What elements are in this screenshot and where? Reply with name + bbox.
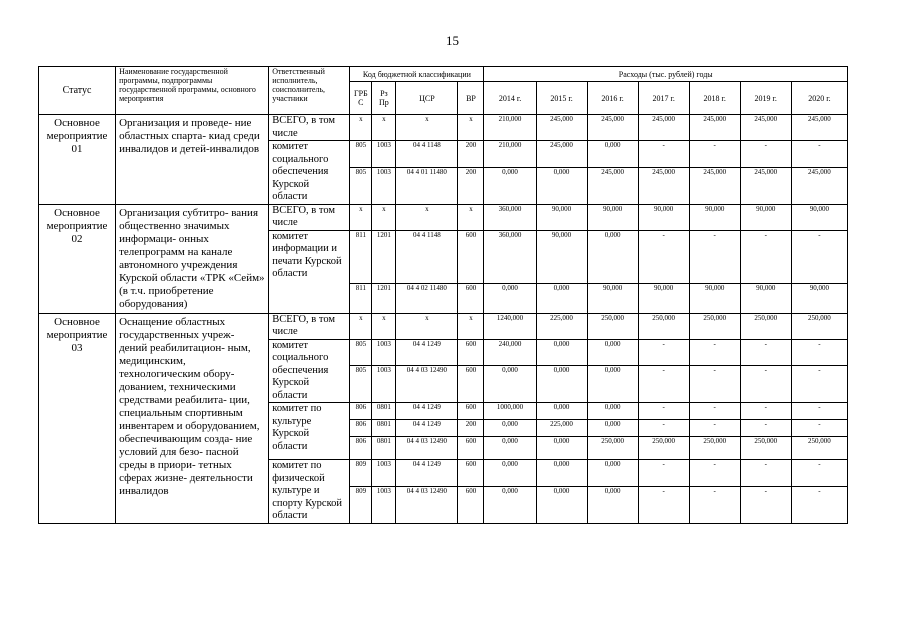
grbs-cell: х	[350, 204, 372, 230]
vr-cell: 600	[458, 460, 484, 487]
vr-cell: 600	[458, 403, 484, 420]
expense-value-cell: 0,000	[587, 339, 638, 366]
vr-cell: 200	[458, 420, 484, 437]
expense-value-cell: -	[740, 339, 791, 366]
expense-value-cell: -	[791, 460, 847, 487]
csr-cell: 04 4 1249	[396, 339, 458, 366]
rzpr-cell: х	[372, 115, 396, 141]
expense-value-cell: -	[791, 403, 847, 420]
expense-value-cell: 90,000	[536, 230, 587, 284]
executor-cell: комитет информации и печати Курской области	[269, 230, 350, 313]
grbs-cell: 806	[350, 403, 372, 420]
status-cell: Основное мероприятие 03	[39, 313, 116, 523]
executor-cell: комитет социального обеспечения Курской области	[269, 339, 350, 403]
expense-value-cell: 90,000	[689, 284, 740, 313]
vr-cell: х	[458, 115, 484, 141]
expense-value-cell: -	[689, 141, 740, 168]
expense-value-cell: 1240,000	[484, 313, 536, 339]
expense-value-cell: -	[689, 420, 740, 437]
grbs-cell: 806	[350, 437, 372, 460]
expense-value-cell: 250,000	[587, 313, 638, 339]
expense-value-cell: 0,000	[536, 339, 587, 366]
page-number: 15	[446, 33, 459, 48]
expense-value-cell: 225,000	[536, 313, 587, 339]
expense-value-cell: -	[791, 230, 847, 284]
expense-value-cell: 90,000	[740, 204, 791, 230]
expense-value-cell: 0,000	[484, 420, 536, 437]
expense-value-cell: 0,000	[484, 284, 536, 313]
header-name: Наименование государственной программы, подпрограммы государственной программы, основного мероприятия	[116, 67, 269, 115]
csr-cell: 04 4 1148	[396, 141, 458, 168]
expense-value-cell: -	[791, 366, 847, 403]
rzpr-cell: 1003	[372, 141, 396, 168]
expense-value-cell: -	[740, 460, 791, 487]
csr-cell: 04 4 03 12490	[396, 366, 458, 403]
expense-value-cell: 250,000	[740, 437, 791, 460]
expense-value-cell: 90,000	[587, 284, 638, 313]
expense-value-cell: 210,000	[484, 115, 536, 141]
header-budget-code: Код бюджетной классификации	[350, 67, 484, 82]
expense-value-cell: 90,000	[689, 204, 740, 230]
expense-value-cell: 90,000	[638, 284, 689, 313]
expense-value-cell: 225,000	[536, 420, 587, 437]
csr-cell: 04 4 03 12490	[396, 437, 458, 460]
rzpr-cell: х	[372, 204, 396, 230]
expense-value-cell: 0,000	[484, 486, 536, 523]
vr-cell: 600	[458, 339, 484, 366]
expense-value-cell: 90,000	[638, 204, 689, 230]
expense-value-cell: 0,000	[536, 403, 587, 420]
vr-cell: 600	[458, 437, 484, 460]
header-year: 2014 г.	[484, 82, 536, 115]
expense-value-cell: 245,000	[587, 167, 638, 204]
budget-table	[38, 66, 848, 524]
expense-value-cell: -	[689, 403, 740, 420]
header-year: 2019 г.	[740, 82, 791, 115]
vr-cell: х	[458, 204, 484, 230]
rzpr-cell: 0801	[372, 403, 396, 420]
expense-value-cell: -	[689, 366, 740, 403]
expense-value-cell: -	[689, 486, 740, 523]
expense-value-cell: 360,000	[484, 230, 536, 284]
expense-value-cell: 0,000	[587, 230, 638, 284]
vr-cell: 600	[458, 284, 484, 313]
expense-value-cell: -	[638, 141, 689, 168]
rzpr-cell: 0801	[372, 420, 396, 437]
program-name-cell: Оснащение областных государственных учреж- дений реабилитацион- ным, медицинским, технологическим обору- дованием, техническими средствами реабилита- ции, специальным спортивным инвентарем и оборудованием, обеспечивающим созда- ние условий для безо- пасной среды в приори- тетных сферах жизне- деятельности инвалидов	[116, 313, 269, 523]
expense-value-cell: 245,000	[689, 167, 740, 204]
expense-value-cell: 245,000	[740, 115, 791, 141]
csr-cell: 04 4 1249	[396, 403, 458, 420]
table-row	[39, 204, 848, 230]
grbs-cell: 806	[350, 420, 372, 437]
expense-value-cell: -	[638, 366, 689, 403]
vr-cell: 200	[458, 141, 484, 168]
status-cell: Основное мероприятие 02	[39, 204, 116, 313]
expense-value-cell: 0,000	[536, 167, 587, 204]
rzpr-cell: 1201	[372, 230, 396, 284]
executor-cell: ВСЕГО, в том числе	[269, 115, 350, 141]
expense-value-cell: 245,000	[638, 115, 689, 141]
expense-value-cell: 0,000	[484, 460, 536, 487]
grbs-cell: х	[350, 115, 372, 141]
expense-value-cell: 90,000	[791, 204, 847, 230]
expense-value-cell: -	[689, 230, 740, 284]
executor-cell: комитет по физической культуре и спорту Курской области	[269, 460, 350, 524]
expense-value-cell: 245,000	[740, 167, 791, 204]
rzpr-cell: 1201	[372, 284, 396, 313]
expense-value-cell: 0,000	[587, 403, 638, 420]
rzpr-cell: 1003	[372, 366, 396, 403]
csr-cell: 04 4 1249	[396, 420, 458, 437]
expense-value-cell: 0,000	[587, 366, 638, 403]
expense-value-cell: 240,000	[484, 339, 536, 366]
program-name-cell: Организация субтитро- вания общественно значимых информаци- онных телепрограмм на канале автономного учреждения Курской области «ТРК «Сейм» (в т.ч. приобретение оборудования)	[116, 204, 269, 313]
expense-value-cell: 250,000	[689, 313, 740, 339]
csr-cell: х	[396, 204, 458, 230]
rzpr-cell: 1003	[372, 167, 396, 204]
status-cell: Основное мероприятие 01	[39, 115, 116, 205]
expense-value-cell: 245,000	[587, 115, 638, 141]
rzpr-cell: х	[372, 313, 396, 339]
expense-value-cell: 250,000	[587, 437, 638, 460]
rzpr-cell: 0801	[372, 437, 396, 460]
grbs-cell: 809	[350, 460, 372, 487]
expense-value-cell: 210,000	[484, 141, 536, 168]
expense-value-cell: 245,000	[689, 115, 740, 141]
table-row	[39, 313, 848, 339]
expense-value-cell: 245,000	[791, 115, 847, 141]
expense-value-cell: -	[740, 141, 791, 168]
grbs-cell: 809	[350, 486, 372, 523]
expense-value-cell: -	[638, 230, 689, 284]
expense-value-cell: -	[638, 403, 689, 420]
rzpr-cell: 1003	[372, 339, 396, 366]
expense-value-cell: -	[740, 230, 791, 284]
expense-value-cell: -	[740, 420, 791, 437]
executor-cell: ВСЕГО, в том числе	[269, 204, 350, 230]
grbs-cell: 811	[350, 230, 372, 284]
expense-value-cell: 1000,000	[484, 403, 536, 420]
expense-value-cell: 0,000	[484, 437, 536, 460]
expense-value-cell: 0,000	[587, 486, 638, 523]
header-status: Статус	[39, 67, 116, 115]
expense-value-cell: -	[638, 486, 689, 523]
expense-value-cell: -	[740, 403, 791, 420]
csr-cell: 04 4 1148	[396, 230, 458, 284]
header-year: 2017 г.	[638, 82, 689, 115]
expense-value-cell: 250,000	[638, 437, 689, 460]
rzpr-cell: 1003	[372, 486, 396, 523]
grbs-cell: 805	[350, 339, 372, 366]
vr-cell: 600	[458, 486, 484, 523]
expense-value-cell: 250,000	[791, 313, 847, 339]
grbs-cell: 811	[350, 284, 372, 313]
csr-cell: 04 4 02 11480	[396, 284, 458, 313]
expense-value-cell: 90,000	[740, 284, 791, 313]
expense-value-cell: -	[689, 339, 740, 366]
header-year: 2020 г.	[791, 82, 847, 115]
expense-value-cell: -	[791, 141, 847, 168]
grbs-cell: 805	[350, 141, 372, 168]
expense-value-cell: 90,000	[587, 204, 638, 230]
csr-cell: х	[396, 115, 458, 141]
expense-value-cell: 0,000	[536, 486, 587, 523]
expense-value-cell: 0,000	[587, 460, 638, 487]
expense-value-cell: -	[791, 420, 847, 437]
expense-value-cell: 90,000	[536, 204, 587, 230]
expense-value-cell: 245,000	[638, 167, 689, 204]
expense-value-cell: 0,000	[536, 366, 587, 403]
expense-value-cell: 0,000	[587, 141, 638, 168]
expense-value-cell: 250,000	[689, 437, 740, 460]
expense-value-cell: 0,000	[484, 167, 536, 204]
expense-value-cell: 245,000	[791, 167, 847, 204]
expense-value-cell: 0,000	[587, 420, 638, 437]
csr-cell: 04 4 1249	[396, 460, 458, 487]
header-rzpr: Рз Пр	[372, 82, 396, 115]
expense-value-cell: 360,000	[484, 204, 536, 230]
executor-cell: ВСЕГО, в том числе	[269, 313, 350, 339]
header-year: 2015 г.	[536, 82, 587, 115]
grbs-cell: х	[350, 313, 372, 339]
rzpr-cell: 1003	[372, 460, 396, 487]
expense-value-cell: 250,000	[791, 437, 847, 460]
vr-cell: 600	[458, 366, 484, 403]
csr-cell: 04 4 03 12490	[396, 486, 458, 523]
header-year: 2018 г.	[689, 82, 740, 115]
vr-cell: х	[458, 313, 484, 339]
header-grbs: ГРБ С	[350, 82, 372, 115]
expense-value-cell: 250,000	[638, 313, 689, 339]
expense-value-cell: 250,000	[740, 313, 791, 339]
expense-value-cell: 90,000	[791, 284, 847, 313]
expense-value-cell: 245,000	[536, 115, 587, 141]
expense-value-cell: 0,000	[536, 284, 587, 313]
expense-value-cell: 0,000	[536, 460, 587, 487]
expense-value-cell: -	[740, 366, 791, 403]
csr-cell: х	[396, 313, 458, 339]
expense-value-cell: -	[689, 460, 740, 487]
header-csr: ЦСР	[396, 82, 458, 115]
header-year: 2016 г.	[587, 82, 638, 115]
expense-value-cell: -	[791, 486, 847, 523]
header-vr: ВР	[458, 82, 484, 115]
expense-value-cell: 0,000	[536, 437, 587, 460]
expense-value-cell: 0,000	[484, 366, 536, 403]
vr-cell: 200	[458, 167, 484, 204]
table-row	[39, 115, 848, 141]
expense-value-cell: -	[638, 460, 689, 487]
header-expenses: Расходы (тыс. рублей) годы	[484, 67, 848, 82]
vr-cell: 600	[458, 230, 484, 284]
grbs-cell: 805	[350, 167, 372, 204]
header-executor: Ответственный исполнитель, соисполнитель, участники	[269, 67, 350, 115]
expense-value-cell: -	[638, 420, 689, 437]
expense-value-cell: -	[638, 339, 689, 366]
expense-value-cell: -	[740, 486, 791, 523]
executor-cell: комитет социального обеспечения Курской области	[269, 141, 350, 205]
program-name-cell: Организация и проведе- ние областных спарта- киад среди инвалидов и детей-инвалидов	[116, 115, 269, 205]
grbs-cell: 805	[350, 366, 372, 403]
expense-value-cell: -	[791, 339, 847, 366]
csr-cell: 04 4 01 11480	[396, 167, 458, 204]
executor-cell: комитет по культуре Курской области	[269, 403, 350, 460]
expense-value-cell: 245,000	[536, 141, 587, 168]
